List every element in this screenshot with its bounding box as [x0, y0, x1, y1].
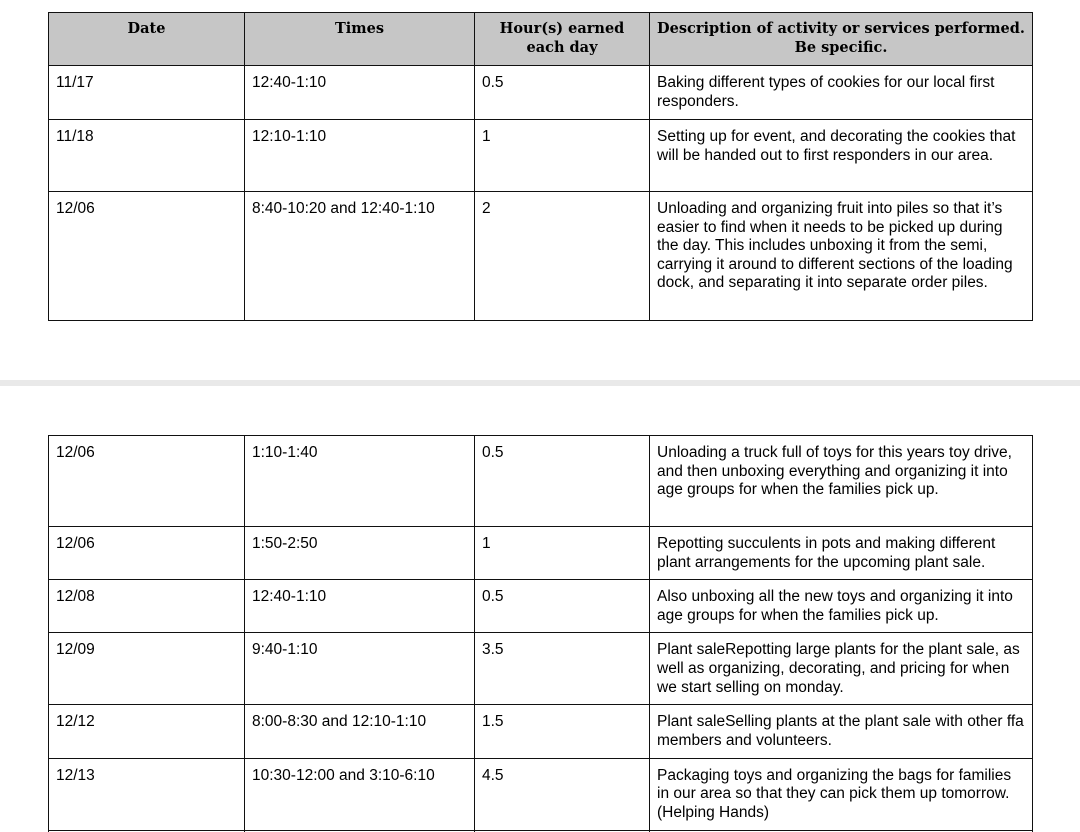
- cell-description: Plant saleSelling plants at the plant sale with other ffa members and volunteers.: [650, 705, 1033, 758]
- header-date: Date: [49, 13, 245, 66]
- cell-hours: 1: [475, 527, 650, 580]
- cell-description: Unloading a truck full of toys for this years toy drive, and then unboxing everything and organizing it into age groups for when the families pick up.: [650, 436, 1033, 527]
- cell-hours: 0.5: [475, 580, 650, 633]
- cell-date: 12/09: [49, 633, 245, 705]
- cell-date: 12/06: [49, 527, 245, 580]
- cell-date: 12/08: [49, 580, 245, 633]
- table-row: [49, 633, 1033, 705]
- table-row: [49, 758, 1033, 830]
- cell-times: 8:00-8:30 and 12:10-1:10: [245, 705, 475, 758]
- cell-times: 12:10-1:10: [245, 120, 475, 192]
- cell-description: Packaging toys and organizing the bags for families in our area so that they can pick them up tomorrow. (Helping Hands): [650, 758, 1033, 830]
- table-row: [49, 436, 1033, 527]
- cell-date: 11/17: [49, 66, 245, 120]
- cell-description: Setting up for event, and decorating the cookies that will be handed out to first responders in our area.: [650, 120, 1033, 192]
- table-row: [49, 192, 1033, 321]
- cell-date: 12/13: [49, 758, 245, 830]
- table-row: [49, 527, 1033, 580]
- cell-description: Plant saleRepotting large plants for the plant sale, as well as organizing, decorating, and pricing for when we start selling on monday.: [650, 633, 1033, 705]
- cell-times: 9:40-1:10: [245, 633, 475, 705]
- table-header-row: [49, 13, 1033, 66]
- cell-hours: 0.5: [475, 436, 650, 527]
- cell-hours: 3.5: [475, 633, 650, 705]
- table-row: [49, 705, 1033, 758]
- cell-date: 11/18: [49, 120, 245, 192]
- cell-hours: 2: [475, 192, 650, 321]
- cell-hours: 1: [475, 120, 650, 192]
- cell-times: 12:40-1:10: [245, 580, 475, 633]
- cell-times: 1:10-1:40: [245, 436, 475, 527]
- cell-description: Baking different types of cookies for our local first responders.: [650, 66, 1033, 120]
- cell-description: Repotting succulents in pots and making different plant arrangements for the upcoming plant sale.: [650, 527, 1033, 580]
- cell-description: Also unboxing all the new toys and organizing it into age groups for when the families pick up.: [650, 580, 1033, 633]
- cell-times: 8:40-10:20 and 12:40-1:10: [245, 192, 475, 321]
- cell-hours: 0.5: [475, 66, 650, 120]
- header-times: Times: [245, 13, 475, 66]
- header-description: Description of activity or services performed. Be specific.: [650, 13, 1033, 66]
- cell-date: 12/06: [49, 192, 245, 321]
- cell-times: 1:50-2:50: [245, 527, 475, 580]
- table-row: [49, 66, 1033, 120]
- cell-times: 10:30-12:00 and 3:10-6:10: [245, 758, 475, 830]
- header-hours: Hour(s) earned each day: [475, 13, 650, 66]
- table-row: [49, 580, 1033, 633]
- service-hours-table-page-1: [48, 12, 1033, 321]
- cell-date: 12/12: [49, 705, 245, 758]
- cell-times: 12:40-1:10: [245, 66, 475, 120]
- cell-hours: 4.5: [475, 758, 650, 830]
- table-row: [49, 120, 1033, 192]
- cell-description: Unloading and organizing fruit into piles so that it’s easier to find when it needs to be picked up during the day. This includes unboxing it from the semi, carrying it around to different sections of the loading dock, and separating it into separate order piles.: [650, 192, 1033, 321]
- service-hours-table-page-2: [48, 435, 1033, 832]
- cell-date: 12/06: [49, 436, 245, 527]
- cell-hours: 1.5: [475, 705, 650, 758]
